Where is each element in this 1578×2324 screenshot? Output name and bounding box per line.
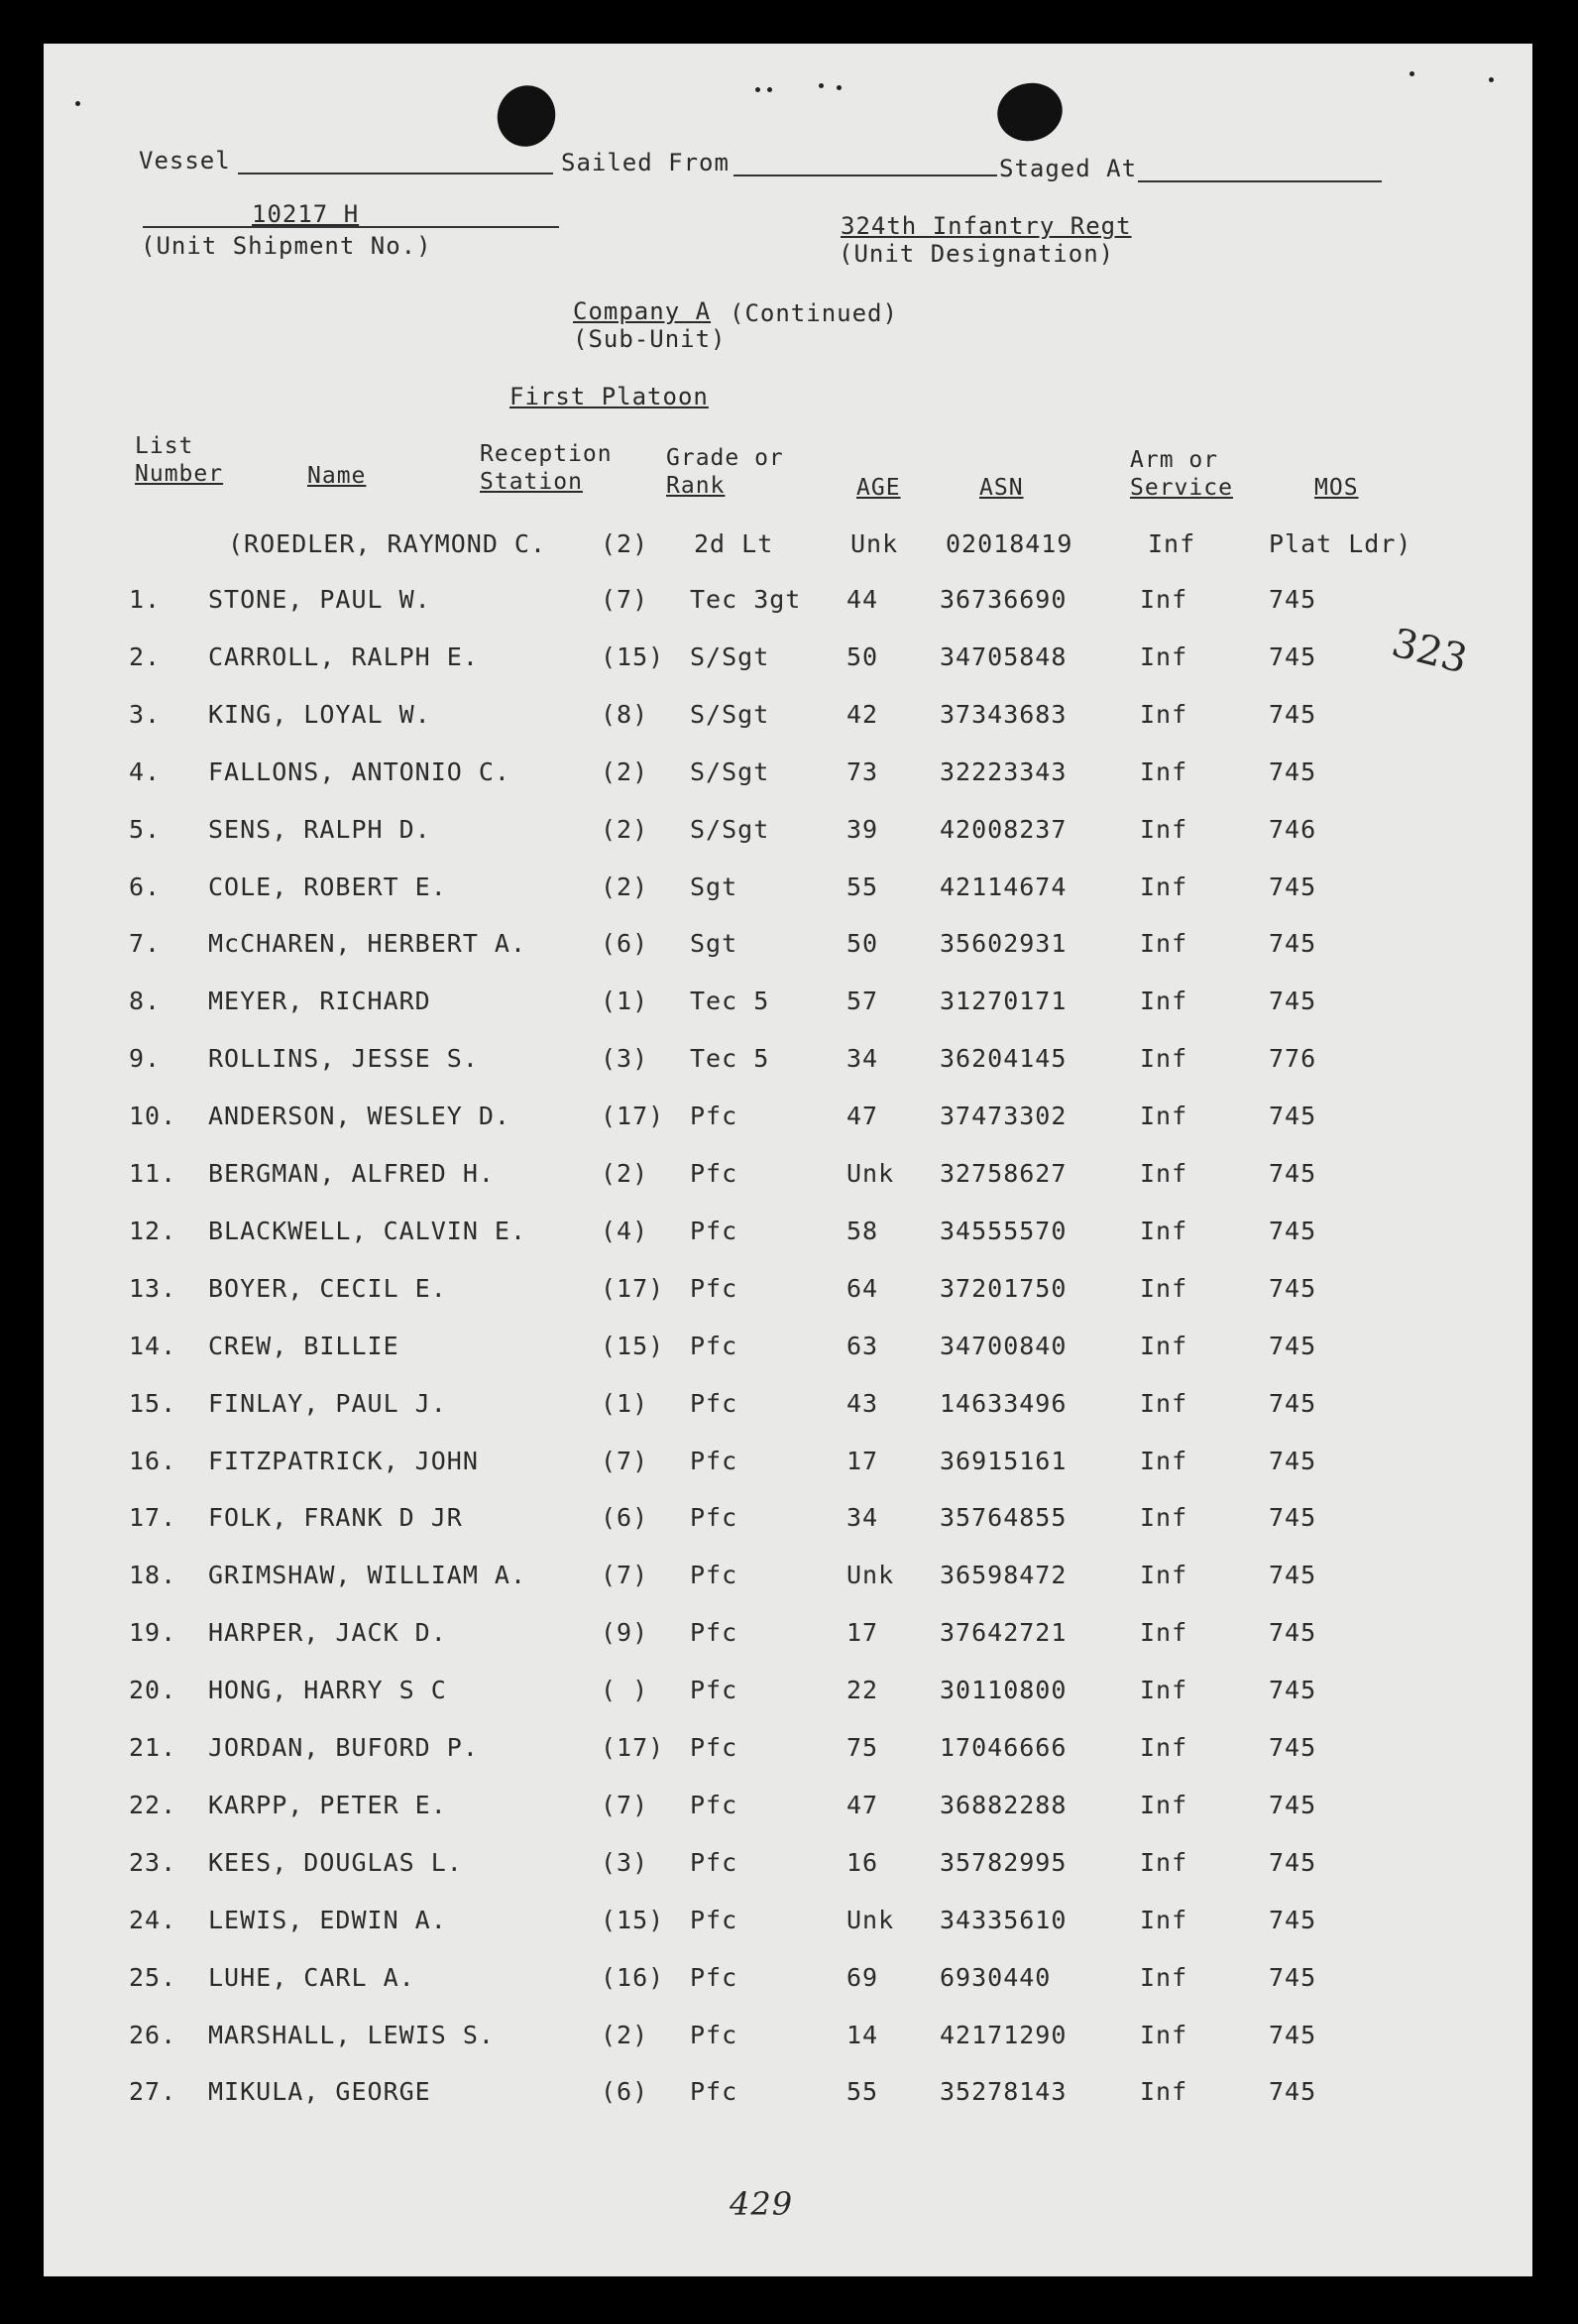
- row-rank: Pfc: [690, 2020, 738, 2049]
- row-name: SENS, RALPH D.: [208, 814, 431, 844]
- table-row: [44, 1447, 1532, 1486]
- table-row: [44, 1791, 1532, 1830]
- row-rank: Pfc: [690, 1273, 738, 1303]
- row-mos: 745: [1269, 641, 1317, 671]
- row-rank: Pfc: [690, 1216, 738, 1245]
- row-age: 14: [846, 2020, 879, 2049]
- row-num: 14.: [129, 1331, 177, 1360]
- row-mos: 745: [1269, 1273, 1317, 1303]
- row-asn: 35782995: [940, 1847, 1068, 1877]
- row-station: (2): [601, 872, 649, 901]
- row-arm: Inf: [1140, 1503, 1188, 1533]
- row-asn: 34555570: [940, 1216, 1068, 1245]
- row-mos: 745: [1269, 1561, 1317, 1590]
- row-age: 22: [846, 1676, 879, 1705]
- table-row: [44, 987, 1532, 1026]
- row-mos: 745: [1269, 1503, 1317, 1533]
- row-age: 47: [846, 1790, 879, 1819]
- speck: [75, 101, 80, 106]
- row-num: 12.: [129, 1216, 177, 1245]
- side-note: 323: [1387, 620, 1472, 683]
- row-arm: Inf: [1140, 1962, 1188, 1992]
- table-row: [44, 1332, 1532, 1371]
- row-num: 13.: [129, 1273, 177, 1303]
- row-mos: 745: [1269, 585, 1317, 614]
- speck: [1489, 77, 1494, 82]
- speck: [755, 87, 760, 92]
- row-station: (7): [601, 585, 649, 614]
- row-asn: 32223343: [940, 756, 1068, 786]
- table-row: [44, 1733, 1532, 1773]
- row-age: 47: [846, 1102, 879, 1131]
- row-arm: Inf: [1140, 872, 1188, 901]
- row-num: 27.: [129, 2077, 177, 2107]
- col-mos: MOS: [1314, 475, 1359, 501]
- row-rank: Pfc: [690, 1388, 738, 1418]
- row-mos: 745: [1269, 987, 1317, 1016]
- row-mos: 745: [1269, 2077, 1317, 2107]
- row-station: (2): [601, 814, 649, 844]
- row-num: 4.: [129, 756, 162, 786]
- row-station: (4): [601, 1216, 649, 1245]
- row-arm: Inf: [1140, 1159, 1188, 1188]
- leader-name: (ROEDLER, RAYMOND C.: [228, 529, 547, 558]
- row-name: CREW, BILLIE: [208, 1331, 399, 1360]
- row-age: 44: [846, 585, 879, 614]
- table-row: [44, 2021, 1532, 2060]
- row-num: 11.: [129, 1159, 177, 1188]
- row-mos: 745: [1269, 1102, 1317, 1131]
- row-mos: 745: [1269, 1905, 1317, 1934]
- subunit-caption: (Sub-Unit): [573, 325, 727, 353]
- table-row: [44, 1102, 1532, 1141]
- row-arm: Inf: [1140, 2077, 1188, 2107]
- col-name: Name: [307, 463, 367, 489]
- row-rank: Pfc: [690, 1446, 738, 1475]
- row-rank: Pfc: [690, 1503, 738, 1533]
- row-age: 43: [846, 1388, 879, 1418]
- row-arm: Inf: [1140, 1618, 1188, 1648]
- row-asn: 32758627: [940, 1159, 1068, 1188]
- row-age: 63: [846, 1331, 879, 1360]
- row-age: Unk: [846, 1159, 895, 1188]
- row-age: 55: [846, 872, 879, 901]
- leader-station: (2): [601, 529, 649, 558]
- shipment-blank: [143, 226, 559, 228]
- row-mos: 745: [1269, 2020, 1317, 2049]
- table-row: [44, 1159, 1532, 1199]
- row-rank: Sgt: [690, 929, 738, 959]
- row-asn: 17046666: [940, 1733, 1068, 1762]
- row-mos: 745: [1269, 872, 1317, 901]
- row-asn: 37642721: [940, 1618, 1068, 1648]
- row-num: 6.: [129, 872, 162, 901]
- table-row: [44, 1503, 1532, 1543]
- row-rank: Tec 3gt: [690, 585, 802, 614]
- row-mos: 745: [1269, 699, 1317, 729]
- row-arm: Inf: [1140, 929, 1188, 959]
- row-asn: 34335610: [940, 1905, 1068, 1934]
- platoon-title: First Platoon: [509, 383, 709, 410]
- sailed-from-blank: [733, 174, 997, 176]
- row-name: MIKULA, GEORGE: [208, 2077, 431, 2107]
- row-name: KING, LOYAL W.: [208, 699, 431, 729]
- row-age: 34: [846, 1044, 879, 1074]
- row-arm: Inf: [1140, 1331, 1188, 1360]
- row-name: FOLK, FRANK D JR: [208, 1503, 463, 1533]
- leader-rank: 2d Lt: [694, 529, 774, 558]
- unit-designation: 324th Infantry Regt: [841, 212, 1132, 240]
- row-name: COLE, ROBERT E.: [208, 872, 447, 901]
- row-asn: 35278143: [940, 2077, 1068, 2107]
- table-row: [44, 1389, 1532, 1429]
- leader-age: Unk: [850, 529, 899, 558]
- row-rank: Pfc: [690, 1331, 738, 1360]
- row-station: (1): [601, 987, 649, 1016]
- row-age: 58: [846, 1216, 879, 1245]
- table-row: [44, 1676, 1532, 1715]
- row-mos: 745: [1269, 1388, 1317, 1418]
- row-mos: 776: [1269, 1044, 1317, 1074]
- row-arm: Inf: [1140, 641, 1188, 671]
- row-station: (2): [601, 756, 649, 786]
- row-rank: S/Sgt: [690, 756, 770, 786]
- row-arm: Inf: [1140, 1044, 1188, 1074]
- row-asn: 34700840: [940, 1331, 1068, 1360]
- row-rank: Pfc: [690, 1159, 738, 1188]
- row-name: KARPP, PETER E.: [208, 1790, 447, 1819]
- row-arm: Inf: [1140, 2020, 1188, 2049]
- unit-caption: (Unit Designation): [839, 240, 1115, 268]
- row-name: BLACKWELL, CALVIN E.: [208, 1216, 527, 1245]
- row-station: (8): [601, 699, 649, 729]
- company-name: Company A: [573, 297, 712, 325]
- table-row: [44, 1044, 1532, 1084]
- col-age: AGE: [856, 475, 901, 501]
- row-arm: Inf: [1140, 1733, 1188, 1762]
- row-age: 73: [846, 756, 879, 786]
- row-num: 7.: [129, 929, 162, 959]
- row-arm: Inf: [1140, 814, 1188, 844]
- table-row: [44, 1274, 1532, 1314]
- row-num: 21.: [129, 1733, 177, 1762]
- row-age: 17: [846, 1618, 879, 1648]
- row-mos: 745: [1269, 929, 1317, 959]
- row-name: LUHE, CARL A.: [208, 1962, 415, 1992]
- row-asn: 36204145: [940, 1044, 1068, 1074]
- row-asn: 37473302: [940, 1102, 1068, 1131]
- row-name: CARROLL, RALPH E.: [208, 641, 479, 671]
- row-mos: 745: [1269, 1216, 1317, 1245]
- row-age: 50: [846, 929, 879, 959]
- row-rank: Tec 5: [690, 987, 770, 1016]
- row-rank: Pfc: [690, 1618, 738, 1648]
- row-rank: Pfc: [690, 1733, 738, 1762]
- speck: [819, 83, 824, 88]
- col-arm-service: Arm or Service: [1130, 447, 1233, 501]
- table-row: [44, 929, 1532, 969]
- row-age: 17: [846, 1446, 879, 1475]
- row-station: (17): [601, 1273, 665, 1303]
- row-mos: 745: [1269, 1331, 1317, 1360]
- row-name: HARPER, JACK D.: [208, 1618, 447, 1648]
- row-station: (15): [601, 641, 665, 671]
- row-age: Unk: [846, 1561, 895, 1590]
- row-asn: 42171290: [940, 2020, 1068, 2049]
- row-age: Unk: [846, 1905, 895, 1934]
- table-row: [44, 1906, 1532, 1945]
- row-arm: Inf: [1140, 756, 1188, 786]
- row-num: 1.: [129, 585, 162, 614]
- row-name: ANDERSON, WESLEY D.: [208, 1102, 510, 1131]
- col-reception-station: Reception Station: [480, 441, 613, 495]
- row-asn: 30110800: [940, 1676, 1068, 1705]
- row-rank: Pfc: [690, 1102, 738, 1131]
- staged-at-label: Staged At: [999, 155, 1138, 182]
- row-asn: 35602931: [940, 929, 1068, 959]
- shipment-number: 10217 H: [252, 200, 360, 228]
- row-rank: Pfc: [690, 1676, 738, 1705]
- row-station: (17): [601, 1733, 665, 1762]
- row-mos: 745: [1269, 1962, 1317, 1992]
- row-rank: Pfc: [690, 2077, 738, 2107]
- row-rank: Pfc: [690, 1561, 738, 1590]
- row-mos: 746: [1269, 814, 1317, 844]
- row-station: (7): [601, 1790, 649, 1819]
- leader-row: [44, 529, 1532, 569]
- row-num: 26.: [129, 2020, 177, 2049]
- row-arm: Inf: [1140, 1102, 1188, 1131]
- row-age: 57: [846, 987, 879, 1016]
- row-age: 50: [846, 641, 879, 671]
- col-list-number: List Number: [135, 433, 224, 487]
- row-station: (6): [601, 2077, 649, 2107]
- row-arm: Inf: [1140, 987, 1188, 1016]
- row-rank: S/Sgt: [690, 699, 770, 729]
- row-station: (16): [601, 1962, 665, 1992]
- table-row: [44, 1561, 1532, 1600]
- row-age: 39: [846, 814, 879, 844]
- row-station: (15): [601, 1905, 665, 1934]
- row-mos: 745: [1269, 1618, 1317, 1648]
- row-name: KEES, DOUGLAS L.: [208, 1847, 463, 1877]
- row-station: (7): [601, 1446, 649, 1475]
- table-row: [44, 757, 1532, 797]
- row-num: 10.: [129, 1102, 177, 1131]
- row-name: BERGMAN, ALFRED H.: [208, 1159, 495, 1188]
- row-num: 9.: [129, 1044, 162, 1074]
- row-arm: Inf: [1140, 1790, 1188, 1819]
- row-station: (15): [601, 1331, 665, 1360]
- row-num: 17.: [129, 1503, 177, 1533]
- row-num: 24.: [129, 1905, 177, 1934]
- leader-mos: Plat Ldr): [1269, 529, 1412, 558]
- row-station: (1): [601, 1388, 649, 1418]
- row-name: MARSHALL, LEWIS S.: [208, 2020, 495, 2049]
- table-row: [44, 815, 1532, 855]
- row-arm: Inf: [1140, 699, 1188, 729]
- row-num: 2.: [129, 641, 162, 671]
- vessel-blank: [238, 173, 553, 174]
- row-age: 64: [846, 1273, 879, 1303]
- row-asn: 36882288: [940, 1790, 1068, 1819]
- row-mos: 745: [1269, 1790, 1317, 1819]
- row-name: LEWIS, EDWIN A.: [208, 1905, 447, 1934]
- row-station: (2): [601, 2020, 649, 2049]
- row-age: 75: [846, 1733, 879, 1762]
- leader-arm: Inf: [1148, 529, 1196, 558]
- row-asn: 37201750: [940, 1273, 1068, 1303]
- row-station: (7): [601, 1561, 649, 1590]
- document-sheet: [44, 44, 1532, 2276]
- leader-asn: 02018419: [946, 529, 1073, 558]
- row-num: 23.: [129, 1847, 177, 1877]
- sailed-from-label: Sailed From: [561, 149, 730, 176]
- row-num: 20.: [129, 1676, 177, 1705]
- speck: [767, 87, 772, 92]
- table-row: [44, 1618, 1532, 1658]
- row-mos: 745: [1269, 1676, 1317, 1705]
- col-asn: ASN: [979, 475, 1024, 501]
- row-name: FINLAY, PAUL J.: [208, 1388, 447, 1418]
- row-arm: Inf: [1140, 1446, 1188, 1475]
- row-num: 5.: [129, 814, 162, 844]
- row-mos: 745: [1269, 1159, 1317, 1188]
- ink-blot: [991, 75, 1070, 148]
- row-station: ( ): [601, 1676, 649, 1705]
- row-asn: 14633496: [940, 1388, 1068, 1418]
- row-num: 19.: [129, 1618, 177, 1648]
- row-mos: 745: [1269, 1446, 1317, 1475]
- row-rank: Tec 5: [690, 1044, 770, 1074]
- col-grade-rank: Grade or Rank: [666, 445, 784, 499]
- row-station: (3): [601, 1044, 649, 1074]
- row-age: 55: [846, 2077, 879, 2107]
- table-row: [44, 1963, 1532, 2003]
- row-arm: Inf: [1140, 1216, 1188, 1245]
- row-num: 25.: [129, 1962, 177, 1992]
- company-note: (Continued): [730, 299, 898, 327]
- row-arm: Inf: [1140, 1847, 1188, 1877]
- row-station: (9): [601, 1618, 649, 1648]
- row-station: (3): [601, 1847, 649, 1877]
- row-asn: 35764855: [940, 1503, 1068, 1533]
- row-station: (17): [601, 1102, 665, 1131]
- row-age: 34: [846, 1503, 879, 1533]
- row-rank: Pfc: [690, 1790, 738, 1819]
- ink-blot: [489, 77, 564, 155]
- table-row: [44, 585, 1532, 625]
- row-arm: Inf: [1140, 1388, 1188, 1418]
- row-num: 18.: [129, 1561, 177, 1590]
- row-asn: 36915161: [940, 1446, 1068, 1475]
- row-asn: 42008237: [940, 814, 1068, 844]
- row-num: 15.: [129, 1388, 177, 1418]
- row-mos: 745: [1269, 1733, 1317, 1762]
- row-num: 22.: [129, 1790, 177, 1819]
- row-rank: Pfc: [690, 1962, 738, 1992]
- row-mos: 745: [1269, 756, 1317, 786]
- row-asn: 31270171: [940, 987, 1068, 1016]
- row-rank: Pfc: [690, 1905, 738, 1934]
- table-row: [44, 642, 1532, 682]
- row-asn: 36598472: [940, 1561, 1068, 1590]
- row-arm: Inf: [1140, 1676, 1188, 1705]
- row-station: (6): [601, 929, 649, 959]
- table-row: [44, 872, 1532, 912]
- table-row: [44, 700, 1532, 740]
- table-row: [44, 2077, 1532, 2117]
- row-name: GRIMSHAW, WILLIAM A.: [208, 1561, 527, 1590]
- row-rank: Sgt: [690, 872, 738, 901]
- row-arm: Inf: [1140, 1273, 1188, 1303]
- row-name: HONG, HARRY S C: [208, 1676, 447, 1705]
- row-age: 42: [846, 699, 879, 729]
- row-num: 8.: [129, 987, 162, 1016]
- row-asn: 37343683: [940, 699, 1068, 729]
- row-arm: Inf: [1140, 1905, 1188, 1934]
- speck: [1409, 71, 1414, 76]
- row-name: FITZPATRICK, JOHN: [208, 1446, 479, 1475]
- row-arm: Inf: [1140, 585, 1188, 614]
- row-station: (2): [601, 1159, 649, 1188]
- row-asn: 36736690: [940, 585, 1068, 614]
- page-number: 429: [730, 2185, 794, 2223]
- row-name: FALLONS, ANTONIO C.: [208, 756, 510, 786]
- row-rank: S/Sgt: [690, 641, 770, 671]
- row-arm: Inf: [1140, 1561, 1188, 1590]
- row-age: 16: [846, 1847, 879, 1877]
- row-rank: S/Sgt: [690, 814, 770, 844]
- row-name: STONE, PAUL W.: [208, 585, 431, 614]
- staged-at-blank: [1138, 180, 1382, 182]
- row-age: 69: [846, 1962, 879, 1992]
- row-name: ROLLINS, JESSE S.: [208, 1044, 479, 1074]
- shipment-caption: (Unit Shipment No.): [141, 232, 432, 260]
- row-name: MEYER, RICHARD: [208, 987, 431, 1016]
- table-row: [44, 1848, 1532, 1888]
- row-num: 3.: [129, 699, 162, 729]
- row-mos: 745: [1269, 1847, 1317, 1877]
- row-asn: 42114674: [940, 872, 1068, 901]
- row-name: McCHAREN, HERBERT A.: [208, 929, 527, 959]
- row-name: BOYER, CECIL E.: [208, 1273, 447, 1303]
- row-name: JORDAN, BUFORD P.: [208, 1733, 479, 1762]
- row-station: (6): [601, 1503, 649, 1533]
- speck: [837, 85, 842, 90]
- row-asn: 6930440: [940, 1962, 1052, 1992]
- vessel-label: Vessel: [139, 147, 231, 174]
- row-rank: Pfc: [690, 1847, 738, 1877]
- row-num: 16.: [129, 1446, 177, 1475]
- table-row: [44, 1217, 1532, 1256]
- row-asn: 34705848: [940, 641, 1068, 671]
